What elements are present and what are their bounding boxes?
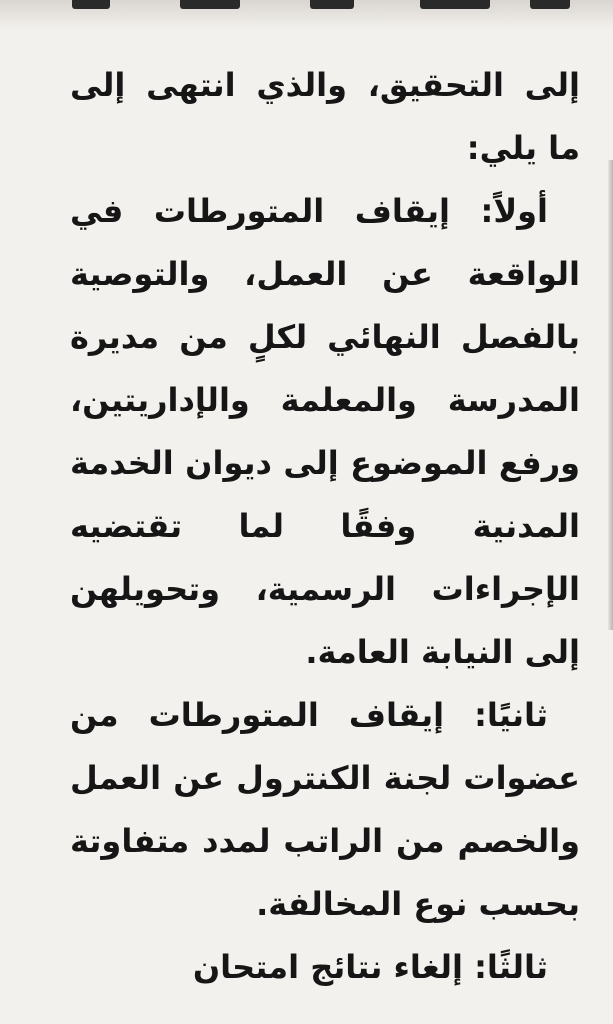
article-text	[70, 54, 580, 999]
point-second-paragraph: ثانيًا: إيقاف المتورطات من عضوات لجنة الكنترول عن العمل والخصم من الراتب لمدد متفاوتة بحسب نوع المخالفة.	[70, 696, 580, 923]
point-third-paragraph: ثالثًا: إلغاء نتائج امتحان	[192, 948, 548, 986]
intro-paragraph: إلى التحقيق، والذي انتهى إلى ما يلي:	[70, 66, 580, 167]
cut-off-previous-line	[60, 0, 580, 14]
page-edge	[608, 160, 613, 630]
point-first-paragraph: أولاً: إيقاف المتورطات في الواقعة عن العمل، والتوصية بالفصل النهائي لكلٍ من مديرة المدرسة والمعلمة والإداريتين، ورفع الموضوع إلى ديوان الخدمة المدنية وفقًا لما تقتضيه الإجراءات الرسمية، وتحويلهن إلى النيابة العامة.	[70, 192, 580, 671]
